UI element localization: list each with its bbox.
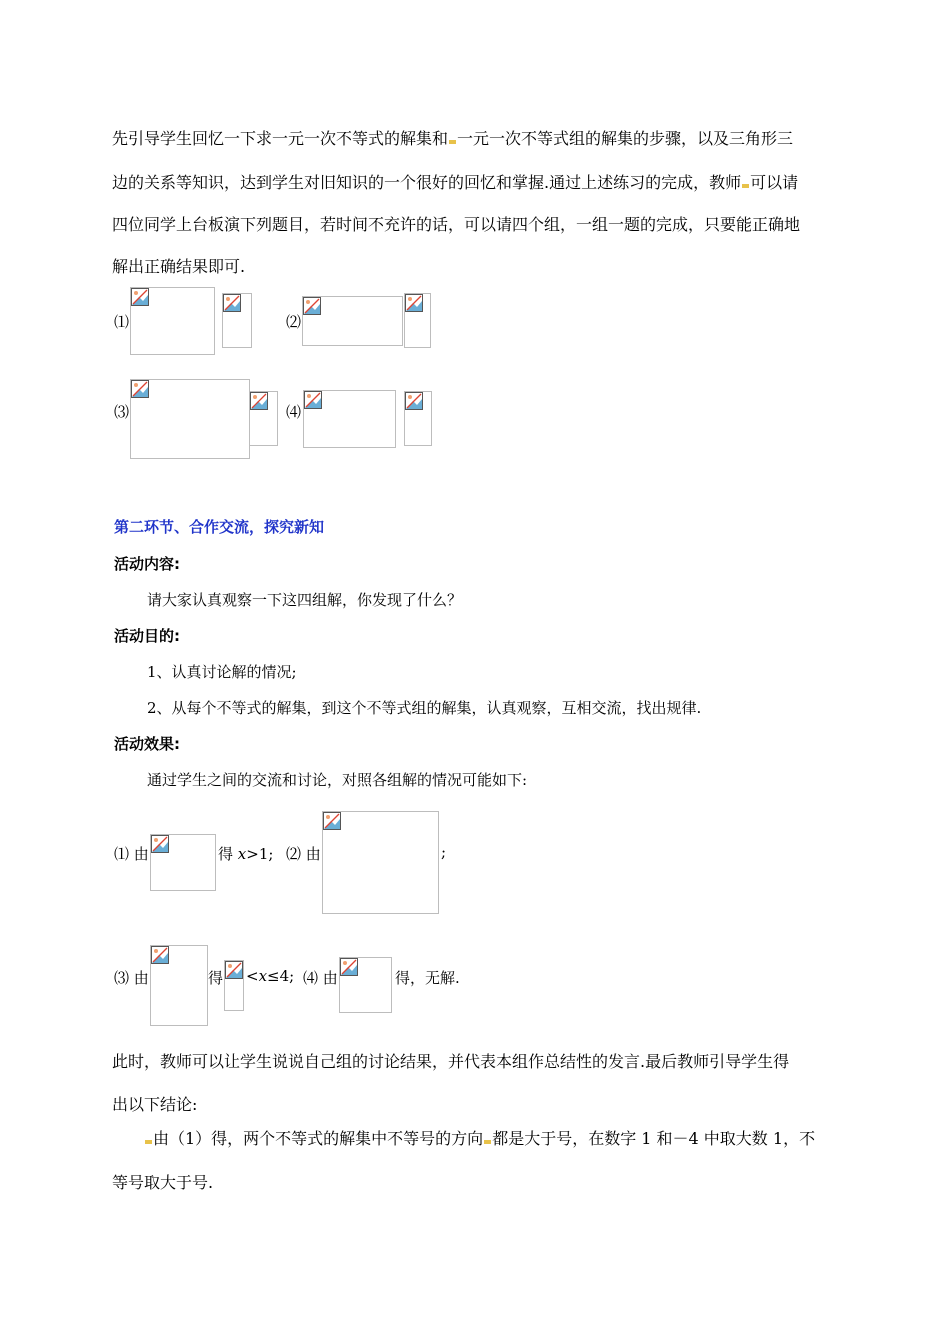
broken-image-icon [250, 392, 268, 410]
conclusion-line-3 [144, 1126, 815, 1149]
result-3-answer [246, 967, 294, 985]
exercise-1-image-b [222, 293, 252, 348]
broken-image-icon [405, 294, 423, 312]
activity-goal-label: 活动目的: [114, 627, 180, 645]
exercise-2-image-b [404, 293, 431, 348]
exercise-label-2: ⑵ [286, 313, 302, 331]
result-4-suffix: 得，无解. [395, 969, 460, 987]
section-heading: 第二环节、合作交流，探究新知 [114, 518, 325, 536]
broken-image-icon [340, 958, 358, 976]
exercise-1-image [130, 287, 215, 355]
intro-line-1 [112, 126, 793, 149]
intro-text: 边的关系等知识，达到学生对旧知识的一个很好的回忆和掌握.通过上述练习的完成，教师 [112, 173, 742, 192]
result-3-prefix: ⑶ 由 [114, 969, 149, 987]
result-2-prefix: ⑵ 由 [286, 845, 321, 863]
exercise-2-image [302, 296, 403, 346]
activity-content-text: 请大家认真观察一下这四组解，你发现了什么？ [147, 591, 463, 609]
intro-line-4: 解出正确结果即可. [112, 257, 246, 276]
conclusion-text: 都是大于号，在数字 1 和－4 中取大数 1，不 [492, 1129, 816, 1148]
intro-text: 一元一次不等式组的解集的步骤，以及三角形三 [457, 129, 794, 148]
activity-content-label: 活动内容: [114, 555, 180, 573]
anchor-mark [449, 140, 456, 144]
broken-image-icon [131, 380, 149, 398]
result-4-system-image [339, 957, 392, 1013]
broken-image-icon [151, 835, 169, 853]
exercise-label-4: ⑷ [286, 403, 302, 421]
result-2-system-image [322, 811, 439, 914]
conclusion-text: 由（1）得，两个不等式的解集中不等号的方向 [153, 1129, 484, 1148]
result-3-bound-image [224, 960, 244, 1011]
anchor-mark [484, 1140, 491, 1144]
intro-line-3: 四位同学上台板演下列题目，若时间不充许的话，可以请四个组，一组一题的完成，只要能正确地 [112, 215, 801, 234]
result-1-answer [218, 843, 273, 864]
result-1-text: >1; [246, 845, 274, 863]
broken-image-icon [131, 288, 149, 306]
broken-image-icon [225, 961, 243, 979]
conclusion-line-2: 出以下结论: [112, 1095, 198, 1114]
exercise-label-1: ⑴ [114, 313, 130, 331]
variable-x: x [258, 967, 268, 985]
conclusion-line-4: 等号取大于号. [112, 1173, 214, 1192]
result-1-system-image [150, 834, 216, 891]
broken-image-icon [151, 946, 169, 964]
exercise-label-3: ⑶ [114, 403, 130, 421]
exercise-3-image-b [249, 391, 278, 446]
exercise-3-image [130, 379, 250, 459]
intro-line-2 [112, 170, 798, 193]
conclusion-line-1: 此时，教师可以让学生说说自己组的讨论结果，并代表本组作总结性的发言.最后教师引导学生得 [112, 1052, 790, 1071]
intro-text: 先引导学生回忆一下求一元一次不等式的解集和 [112, 129, 449, 148]
exercise-4-image [303, 390, 396, 448]
result-3-text: ≤4; [267, 967, 295, 985]
activity-effect-label: 活动效果: [114, 735, 180, 753]
result-3-mid: 得 [208, 969, 224, 987]
result-1-prefix: ⑴ 由 [114, 845, 149, 863]
broken-image-icon [304, 391, 322, 409]
result-3-text: < [246, 967, 259, 985]
intro-text: 可以请 [750, 173, 799, 192]
broken-image-icon [323, 812, 341, 830]
anchor-mark [145, 1140, 152, 1144]
broken-image-icon [405, 392, 423, 410]
exercise-4-image-b [404, 391, 432, 446]
activity-goal-item-1: 1、认真讨论解的情况; [147, 663, 297, 681]
activity-effect-text: 通过学生之间的交流和讨论，对照各组解的情况可能如下: [147, 771, 528, 789]
broken-image-icon [303, 297, 321, 315]
result-4-prefix: ⑷ 由 [303, 969, 338, 987]
result-3-system-image [150, 945, 208, 1026]
broken-image-icon [223, 294, 241, 312]
variable-x: x [237, 845, 247, 863]
anchor-mark [742, 184, 749, 188]
activity-goal-item-2: 2、从每个不等式的解集，到这个不等式组的解集，认真观察，互相交流，找出规律. [147, 699, 702, 717]
result-2-suffix: ; [441, 843, 447, 861]
result-1-text: 得 [218, 845, 238, 863]
